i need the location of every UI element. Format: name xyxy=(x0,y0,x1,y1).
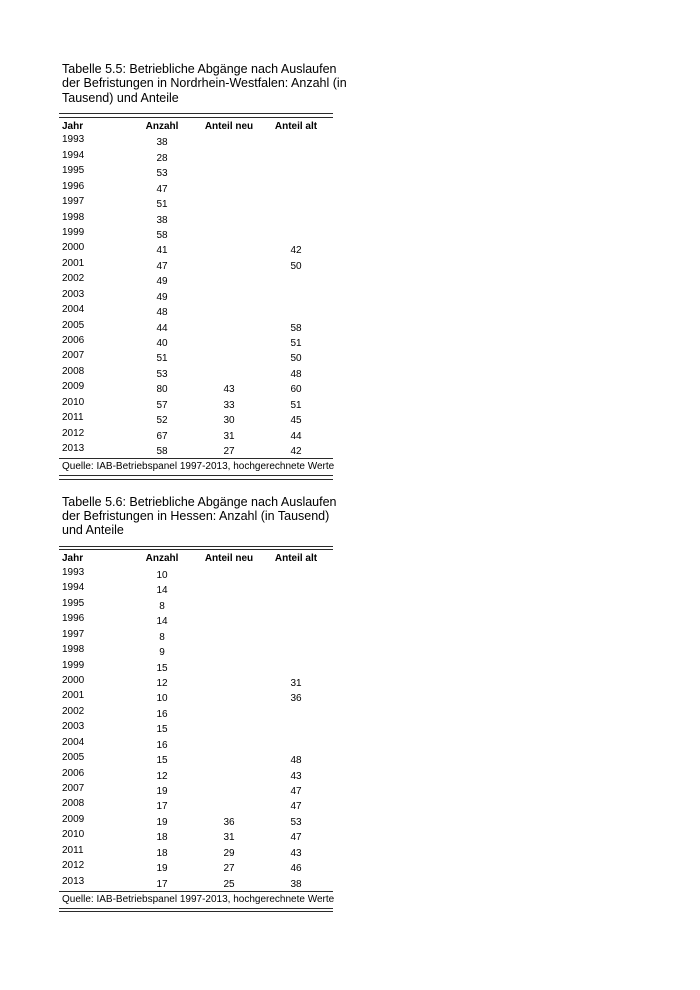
value-cell: 10 xyxy=(156,569,168,581)
table-source: Quelle: IAB-Betriebspanel 1997-2013, hochgerechnete Werte xyxy=(62,461,335,473)
value-cell xyxy=(199,659,259,674)
title-line: der Befristungen in Nordrhein-Westfalen: Anzahl (in xyxy=(62,76,347,91)
value-cell: 43 xyxy=(290,847,302,859)
value-cell xyxy=(199,288,259,303)
value-cell: 38 xyxy=(290,878,302,890)
table-row xyxy=(59,335,333,350)
value-cell xyxy=(199,736,259,751)
value-cell xyxy=(199,597,259,612)
value-cell xyxy=(199,242,259,257)
table-body xyxy=(59,566,333,890)
year-cell: 2002 xyxy=(62,705,85,717)
value-cell xyxy=(259,566,333,581)
table-row xyxy=(59,628,333,643)
value-cell: 19 xyxy=(156,816,168,828)
table-row xyxy=(59,381,333,396)
value-cell xyxy=(199,134,259,149)
value-cell: 16 xyxy=(156,708,168,720)
value-cell xyxy=(199,783,259,798)
value-cell: 47 xyxy=(156,183,168,195)
col-header-anzahl: Anzahl xyxy=(145,120,179,132)
value-cell: 15 xyxy=(156,755,168,767)
value-cell: 43 xyxy=(290,770,302,782)
title-line: Tabelle 5.6: Betriebliche Abgänge nach Auslaufen xyxy=(62,494,337,509)
value-cell xyxy=(199,798,259,813)
value-cell xyxy=(259,273,333,288)
table-row xyxy=(59,829,333,844)
value-cell: 36 xyxy=(290,693,302,705)
value-cell: 17 xyxy=(156,801,168,813)
value-cell: 80 xyxy=(156,384,168,396)
year-cell: 1996 xyxy=(62,180,85,192)
table-row xyxy=(59,134,333,149)
year-cell: 2008 xyxy=(62,798,85,810)
title-line: Tabelle 5.5: Betriebliche Abgänge nach Auslaufen xyxy=(62,62,337,76)
value-cell: 53 xyxy=(156,368,168,380)
col-header-anteil-alt: Anteil alt xyxy=(274,553,318,565)
table-row xyxy=(59,350,333,365)
value-cell: 45 xyxy=(290,415,302,427)
value-cell xyxy=(259,659,333,674)
value-cell: 31 xyxy=(223,832,235,844)
year-cell: 1997 xyxy=(62,196,85,208)
value-cell: 10 xyxy=(156,693,168,705)
value-cell xyxy=(199,304,259,319)
value-cell: 38 xyxy=(156,214,168,226)
table-row xyxy=(59,767,333,782)
value-cell xyxy=(199,644,259,659)
value-cell: 58 xyxy=(156,446,168,458)
value-cell xyxy=(259,736,333,751)
value-cell: 47 xyxy=(290,832,302,844)
table-row xyxy=(59,211,333,226)
value-cell xyxy=(199,690,259,705)
value-cell xyxy=(259,149,333,164)
table-body xyxy=(59,134,333,458)
value-cell: 8 xyxy=(159,600,165,612)
value-cell xyxy=(199,752,259,767)
value-cell xyxy=(259,628,333,643)
value-cell: 51 xyxy=(156,199,168,211)
year-cell: 2005 xyxy=(62,752,85,764)
value-cell xyxy=(199,705,259,720)
value-cell xyxy=(199,226,259,241)
table-section-5-5 xyxy=(59,62,347,480)
value-cell xyxy=(259,165,333,180)
value-cell xyxy=(199,149,259,164)
table-row xyxy=(59,798,333,813)
year-cell: 2013 xyxy=(62,875,85,887)
value-cell xyxy=(259,196,333,211)
value-cell: 30 xyxy=(223,415,235,427)
value-cell xyxy=(199,319,259,334)
table-row xyxy=(59,597,333,612)
value-cell xyxy=(259,180,333,195)
value-cell: 50 xyxy=(290,353,302,365)
value-cell: 38 xyxy=(156,137,168,149)
value-cell xyxy=(199,721,259,736)
table-header-row xyxy=(59,550,333,566)
title-line: Tausend) und Anteile xyxy=(62,90,179,105)
value-cell xyxy=(199,350,259,365)
value-cell: 53 xyxy=(156,168,168,180)
value-cell xyxy=(259,304,333,319)
table-row xyxy=(59,273,333,288)
value-cell xyxy=(259,288,333,303)
year-cell: 1996 xyxy=(62,613,85,625)
year-cell: 2001 xyxy=(62,690,85,702)
year-cell: 2011 xyxy=(62,844,84,856)
table-row xyxy=(59,860,333,875)
value-cell: 49 xyxy=(156,291,168,303)
year-cell: 1995 xyxy=(62,597,85,609)
value-cell: 46 xyxy=(290,863,302,875)
table-row xyxy=(59,365,333,380)
year-cell: 1995 xyxy=(62,165,85,177)
title-line: der Befristungen in Hessen: Anzahl (in Tausend) xyxy=(62,508,330,523)
value-cell: 40 xyxy=(156,338,168,349)
value-cell: 8 xyxy=(159,631,165,643)
value-cell xyxy=(199,165,259,180)
value-cell xyxy=(199,196,259,211)
table-row xyxy=(59,427,333,442)
year-cell: 2012 xyxy=(62,860,85,872)
col-header-anteil-neu: Anteil neu xyxy=(204,553,254,565)
value-cell: 48 xyxy=(156,307,168,319)
value-cell: 19 xyxy=(156,786,168,798)
value-cell: 14 xyxy=(156,585,168,597)
value-cell xyxy=(259,705,333,720)
value-cell xyxy=(199,628,259,643)
value-cell: 51 xyxy=(290,338,302,349)
table-row xyxy=(59,844,333,859)
col-header-jahr: Jahr xyxy=(62,120,84,132)
year-cell: 2006 xyxy=(62,335,85,346)
table-header-row xyxy=(59,118,333,134)
value-cell xyxy=(259,721,333,736)
value-cell: 12 xyxy=(156,677,168,689)
col-header-anteil-neu: Anteil neu xyxy=(204,120,254,132)
value-cell: 15 xyxy=(156,724,168,736)
value-cell: 48 xyxy=(290,368,302,380)
value-cell: 67 xyxy=(156,430,168,442)
value-cell: 58 xyxy=(156,229,168,241)
year-cell: 1997 xyxy=(62,628,85,640)
value-cell: 12 xyxy=(156,770,168,782)
value-cell: 42 xyxy=(290,446,302,458)
table-row xyxy=(59,396,333,411)
value-cell xyxy=(199,180,259,195)
year-cell: 2005 xyxy=(62,319,85,331)
table-row xyxy=(59,721,333,736)
table-row xyxy=(59,412,333,427)
value-cell: 53 xyxy=(290,816,302,828)
value-cell: 49 xyxy=(156,276,168,288)
table-row xyxy=(59,783,333,798)
value-cell: 58 xyxy=(290,322,302,334)
year-cell: 2009 xyxy=(62,381,85,393)
value-cell: 17 xyxy=(156,878,168,890)
year-cell: 2003 xyxy=(62,721,85,733)
value-cell xyxy=(199,582,259,597)
year-cell: 2007 xyxy=(62,783,85,795)
value-cell xyxy=(199,566,259,581)
year-cell: 2006 xyxy=(62,767,85,779)
year-cell: 2004 xyxy=(62,736,85,748)
value-cell: 47 xyxy=(290,801,302,813)
value-cell xyxy=(199,335,259,350)
value-cell: 42 xyxy=(290,245,302,257)
year-cell: 2007 xyxy=(62,350,85,362)
value-cell xyxy=(199,365,259,380)
table-row xyxy=(59,674,333,689)
value-cell xyxy=(199,257,259,272)
value-cell: 48 xyxy=(290,755,302,767)
table-title-5-5 xyxy=(62,62,347,105)
year-cell: 2011 xyxy=(62,412,84,424)
title-line: und Anteile xyxy=(62,523,124,538)
value-cell: 25 xyxy=(223,878,235,890)
value-cell xyxy=(199,674,259,689)
value-cell xyxy=(199,211,259,226)
value-cell: 19 xyxy=(156,863,168,875)
value-cell: 29 xyxy=(223,847,235,859)
table-row xyxy=(59,582,333,597)
table-row xyxy=(59,443,333,458)
table-row xyxy=(59,196,333,211)
document-page xyxy=(59,62,347,912)
table-row xyxy=(59,180,333,195)
value-cell: 36 xyxy=(223,816,235,828)
year-cell: 2010 xyxy=(62,829,85,841)
table-row xyxy=(59,226,333,241)
data-table-5-5 xyxy=(59,118,333,458)
table-row xyxy=(59,875,333,890)
year-cell: 1994 xyxy=(62,582,85,594)
value-cell: 18 xyxy=(156,847,168,859)
year-cell: 1998 xyxy=(62,644,85,656)
table-row xyxy=(59,149,333,164)
year-cell: 2012 xyxy=(62,427,85,439)
table-bottom-rule xyxy=(59,475,333,480)
year-cell: 2013 xyxy=(62,443,85,455)
value-cell: 41 xyxy=(156,245,168,257)
value-cell: 18 xyxy=(156,832,168,844)
year-cell: 1994 xyxy=(62,149,85,161)
year-cell: 2004 xyxy=(62,304,85,316)
year-cell: 2000 xyxy=(62,674,85,686)
value-cell: 16 xyxy=(156,739,168,751)
value-cell: 51 xyxy=(290,399,302,411)
table-row xyxy=(59,705,333,720)
table-row xyxy=(59,288,333,303)
value-cell xyxy=(259,582,333,597)
value-cell xyxy=(199,613,259,628)
table-row xyxy=(59,165,333,180)
table-row xyxy=(59,242,333,257)
value-cell: 9 xyxy=(159,647,165,659)
table-row xyxy=(59,566,333,581)
table-row xyxy=(59,690,333,705)
value-cell: 47 xyxy=(290,786,302,798)
table-row xyxy=(59,736,333,751)
table-header xyxy=(59,550,333,566)
value-cell: 33 xyxy=(223,399,235,411)
year-cell: 1993 xyxy=(62,134,85,146)
year-cell: 2000 xyxy=(62,242,85,254)
col-header-anzahl: Anzahl xyxy=(145,553,179,565)
value-cell: 27 xyxy=(223,863,235,875)
value-cell xyxy=(259,644,333,659)
col-header-anteil-alt: Anteil alt xyxy=(274,120,318,132)
value-cell: 57 xyxy=(156,399,168,411)
value-cell xyxy=(259,597,333,612)
table-row xyxy=(59,813,333,828)
value-cell: 52 xyxy=(156,415,168,427)
table-row xyxy=(59,304,333,319)
year-cell: 1998 xyxy=(62,211,85,223)
year-cell: 2002 xyxy=(62,273,85,285)
value-cell: 43 xyxy=(223,384,235,396)
table-source: Quelle: IAB-Betriebspanel 1997-2013, hochgerechnete Werte xyxy=(62,893,335,905)
value-cell: 47 xyxy=(156,260,168,272)
value-cell: 44 xyxy=(156,322,168,334)
table-row xyxy=(59,644,333,659)
table-header xyxy=(59,118,333,134)
value-cell xyxy=(259,134,333,149)
value-cell: 44 xyxy=(290,430,302,442)
year-cell: 2001 xyxy=(62,257,85,269)
value-cell xyxy=(259,211,333,226)
data-table-5-6 xyxy=(59,550,333,890)
value-cell: 31 xyxy=(223,430,235,442)
table-section-5-6 xyxy=(59,494,337,913)
value-cell: 28 xyxy=(156,152,168,164)
table-row xyxy=(59,613,333,628)
value-cell: 50 xyxy=(290,260,302,272)
table-row xyxy=(59,257,333,272)
value-cell xyxy=(259,613,333,628)
value-cell: 15 xyxy=(156,662,168,674)
value-cell xyxy=(259,226,333,241)
year-cell: 2008 xyxy=(62,365,85,377)
year-cell: 1993 xyxy=(62,566,85,578)
value-cell xyxy=(199,767,259,782)
value-cell: 60 xyxy=(290,384,302,396)
year-cell: 2003 xyxy=(62,288,85,300)
value-cell xyxy=(199,273,259,288)
year-cell: 1999 xyxy=(62,226,85,238)
value-cell: 31 xyxy=(290,677,302,689)
value-cell: 51 xyxy=(156,353,168,365)
year-cell: 1999 xyxy=(62,659,85,671)
table-bottom-rule xyxy=(59,908,333,913)
table-row xyxy=(59,752,333,767)
table-title-5-6 xyxy=(62,494,337,538)
value-cell: 27 xyxy=(223,446,235,458)
year-cell: 2009 xyxy=(62,813,85,825)
table-row xyxy=(59,659,333,674)
year-cell: 2010 xyxy=(62,396,85,408)
value-cell: 14 xyxy=(156,616,168,628)
table-row xyxy=(59,319,333,334)
col-header-jahr: Jahr xyxy=(62,553,84,565)
